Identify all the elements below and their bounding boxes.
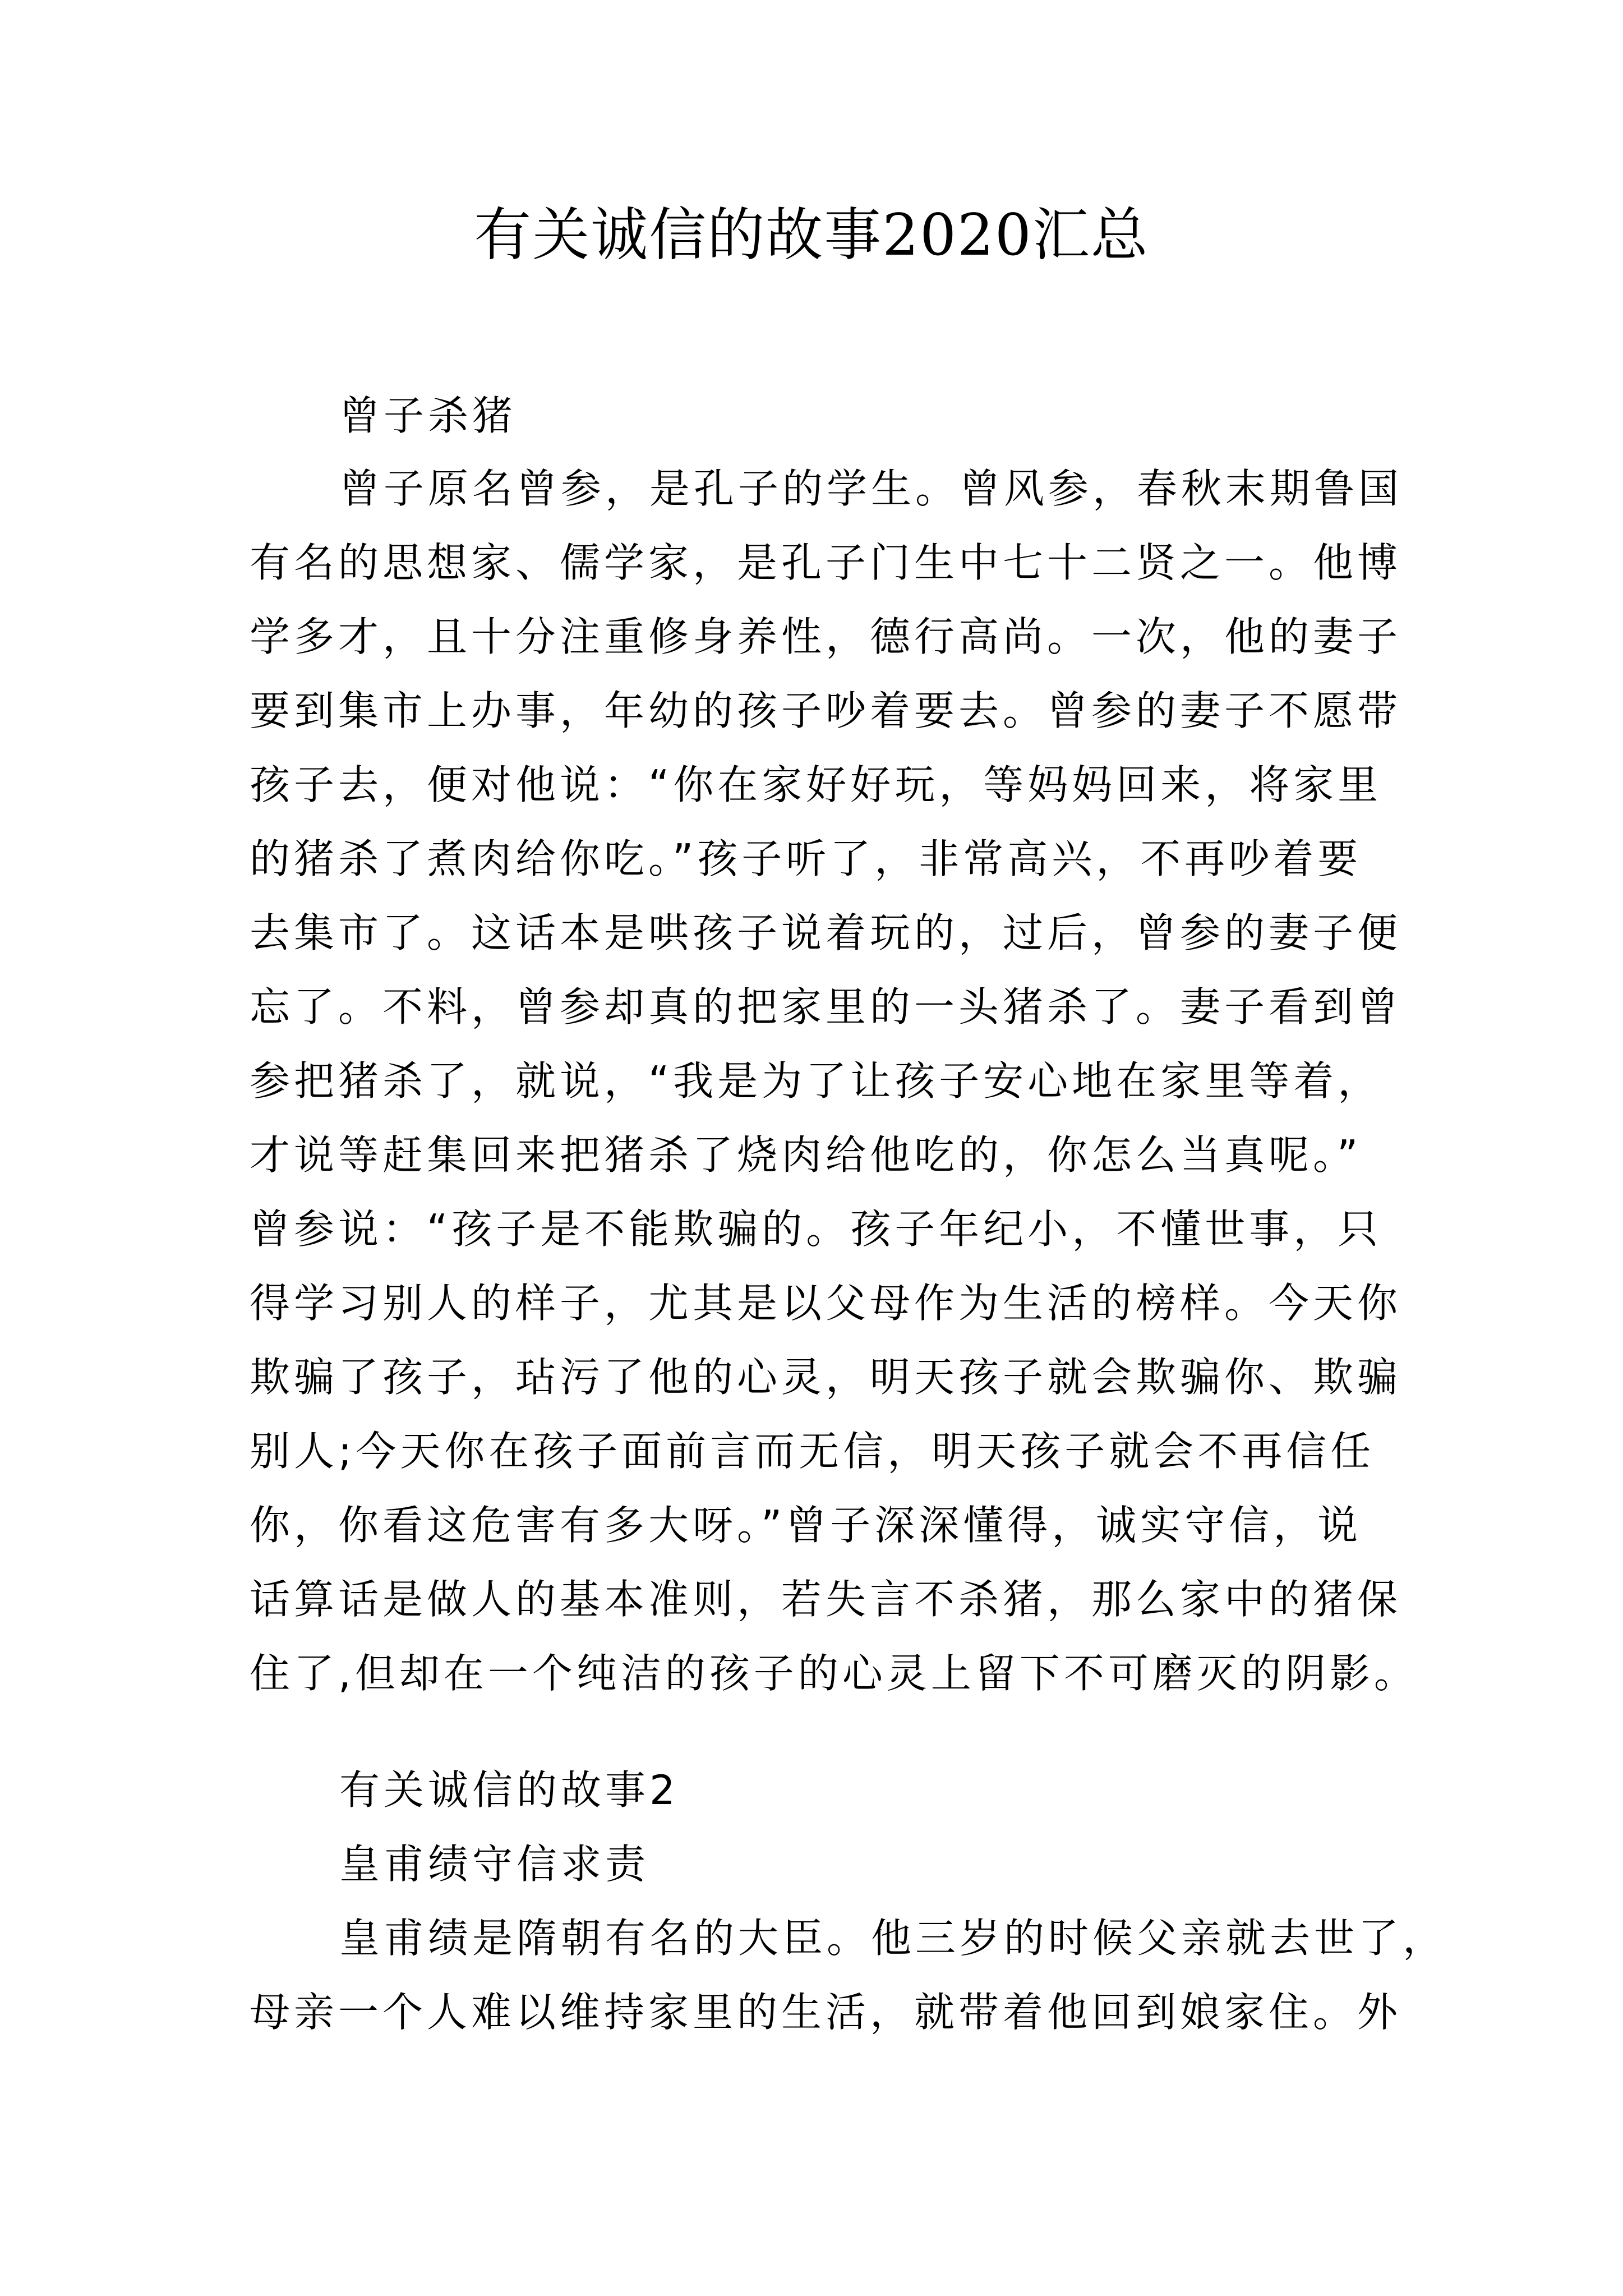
story-heading: [250, 379, 1388, 453]
document-title: 有关诚信的故事2020汇总: [474, 202, 1149, 269]
paragraph-line: 话算话是做人的基本准则，若失言不杀猪，那么家中的猪保: [250, 1576, 1402, 1623]
paragraph-line: 才说等赶集回来把猪杀了烧肉给他吃的，你怎么当真呢。”: [250, 1131, 1362, 1179]
paragraph-line: 去集市了。这话本是哄孩子说着玩的，过后，曾参的妻子便: [250, 909, 1402, 956]
paragraph-line: 参把猪杀了，就说，“我是为了让孩子安心地在家里等着，: [250, 1057, 1382, 1105]
section-label: [250, 1753, 1388, 1827]
story-heading-text: 皇甫绩守信求责: [339, 1841, 650, 1888]
paragraph-line: 欺骗了孩子，玷污了他的心灵，明天孩子就会欺骗你、欺骗: [250, 1354, 1402, 1401]
paragraph-line: 你，你看这危害有多大呀。”曾子深深懂得，诚实守信，说: [250, 1502, 1362, 1549]
paragraph-line: 住了,但却在一个纯洁的孩子的心灵上留下不可磨灭的阴影。: [250, 1650, 1418, 1697]
section-label-text: 有关诚信的故事2: [339, 1766, 679, 1814]
paragraph-line: 曾子原名曾参，是孔子的学生。曾风参，春秋末期鲁国: [339, 465, 1403, 512]
paragraph-line: 忘了。不料，曾参却真的把家里的一头猪杀了。妻子看到曾: [250, 983, 1402, 1030]
paragraph-line: 有名的思想家、儒学家，是孔子门生中七十二贤之一。他博: [250, 539, 1402, 586]
story-paragraph: [250, 452, 1418, 1710]
paragraph-line: 母亲一个人难以维持家里的生活，就带着他回到娘家住。外: [250, 1989, 1402, 2036]
paragraph-line: 的猪杀了煮肉给你吃。”孩子听了，非常高兴，不再吵着要: [250, 835, 1362, 882]
paragraph-line: 学多才，且十分注重修身养性，德行高尚。一次，他的妻子: [250, 613, 1402, 660]
story-heading-text: 曾子杀猪: [339, 392, 517, 439]
paragraph-line: 要到集市上办事，年幼的孩子吵着要去。曾参的妻子不愿带: [250, 687, 1402, 734]
story-paragraph: [250, 1901, 1447, 2049]
paragraph-line: 孩子去，便对他说：“你在家好好玩，等妈妈回来，将家里: [250, 761, 1382, 808]
paragraph-line: 皇甫绩是隋朝有名的大臣。他三岁的时候父亲就去世了，: [339, 1915, 1447, 1962]
paragraph-line: 得学习别人的样子，尤其是以父母作为生活的榜样。今天你: [250, 1280, 1402, 1327]
paragraph-line: 别人;今天你在孩子面前言而无信，明天孩子就会不再信任: [250, 1428, 1375, 1475]
story-heading: [250, 1827, 1388, 1901]
paragraph-line: 曾参说：“孩子是不能欺骗的。孩子年纪小，不懂世事，只: [250, 1205, 1382, 1253]
